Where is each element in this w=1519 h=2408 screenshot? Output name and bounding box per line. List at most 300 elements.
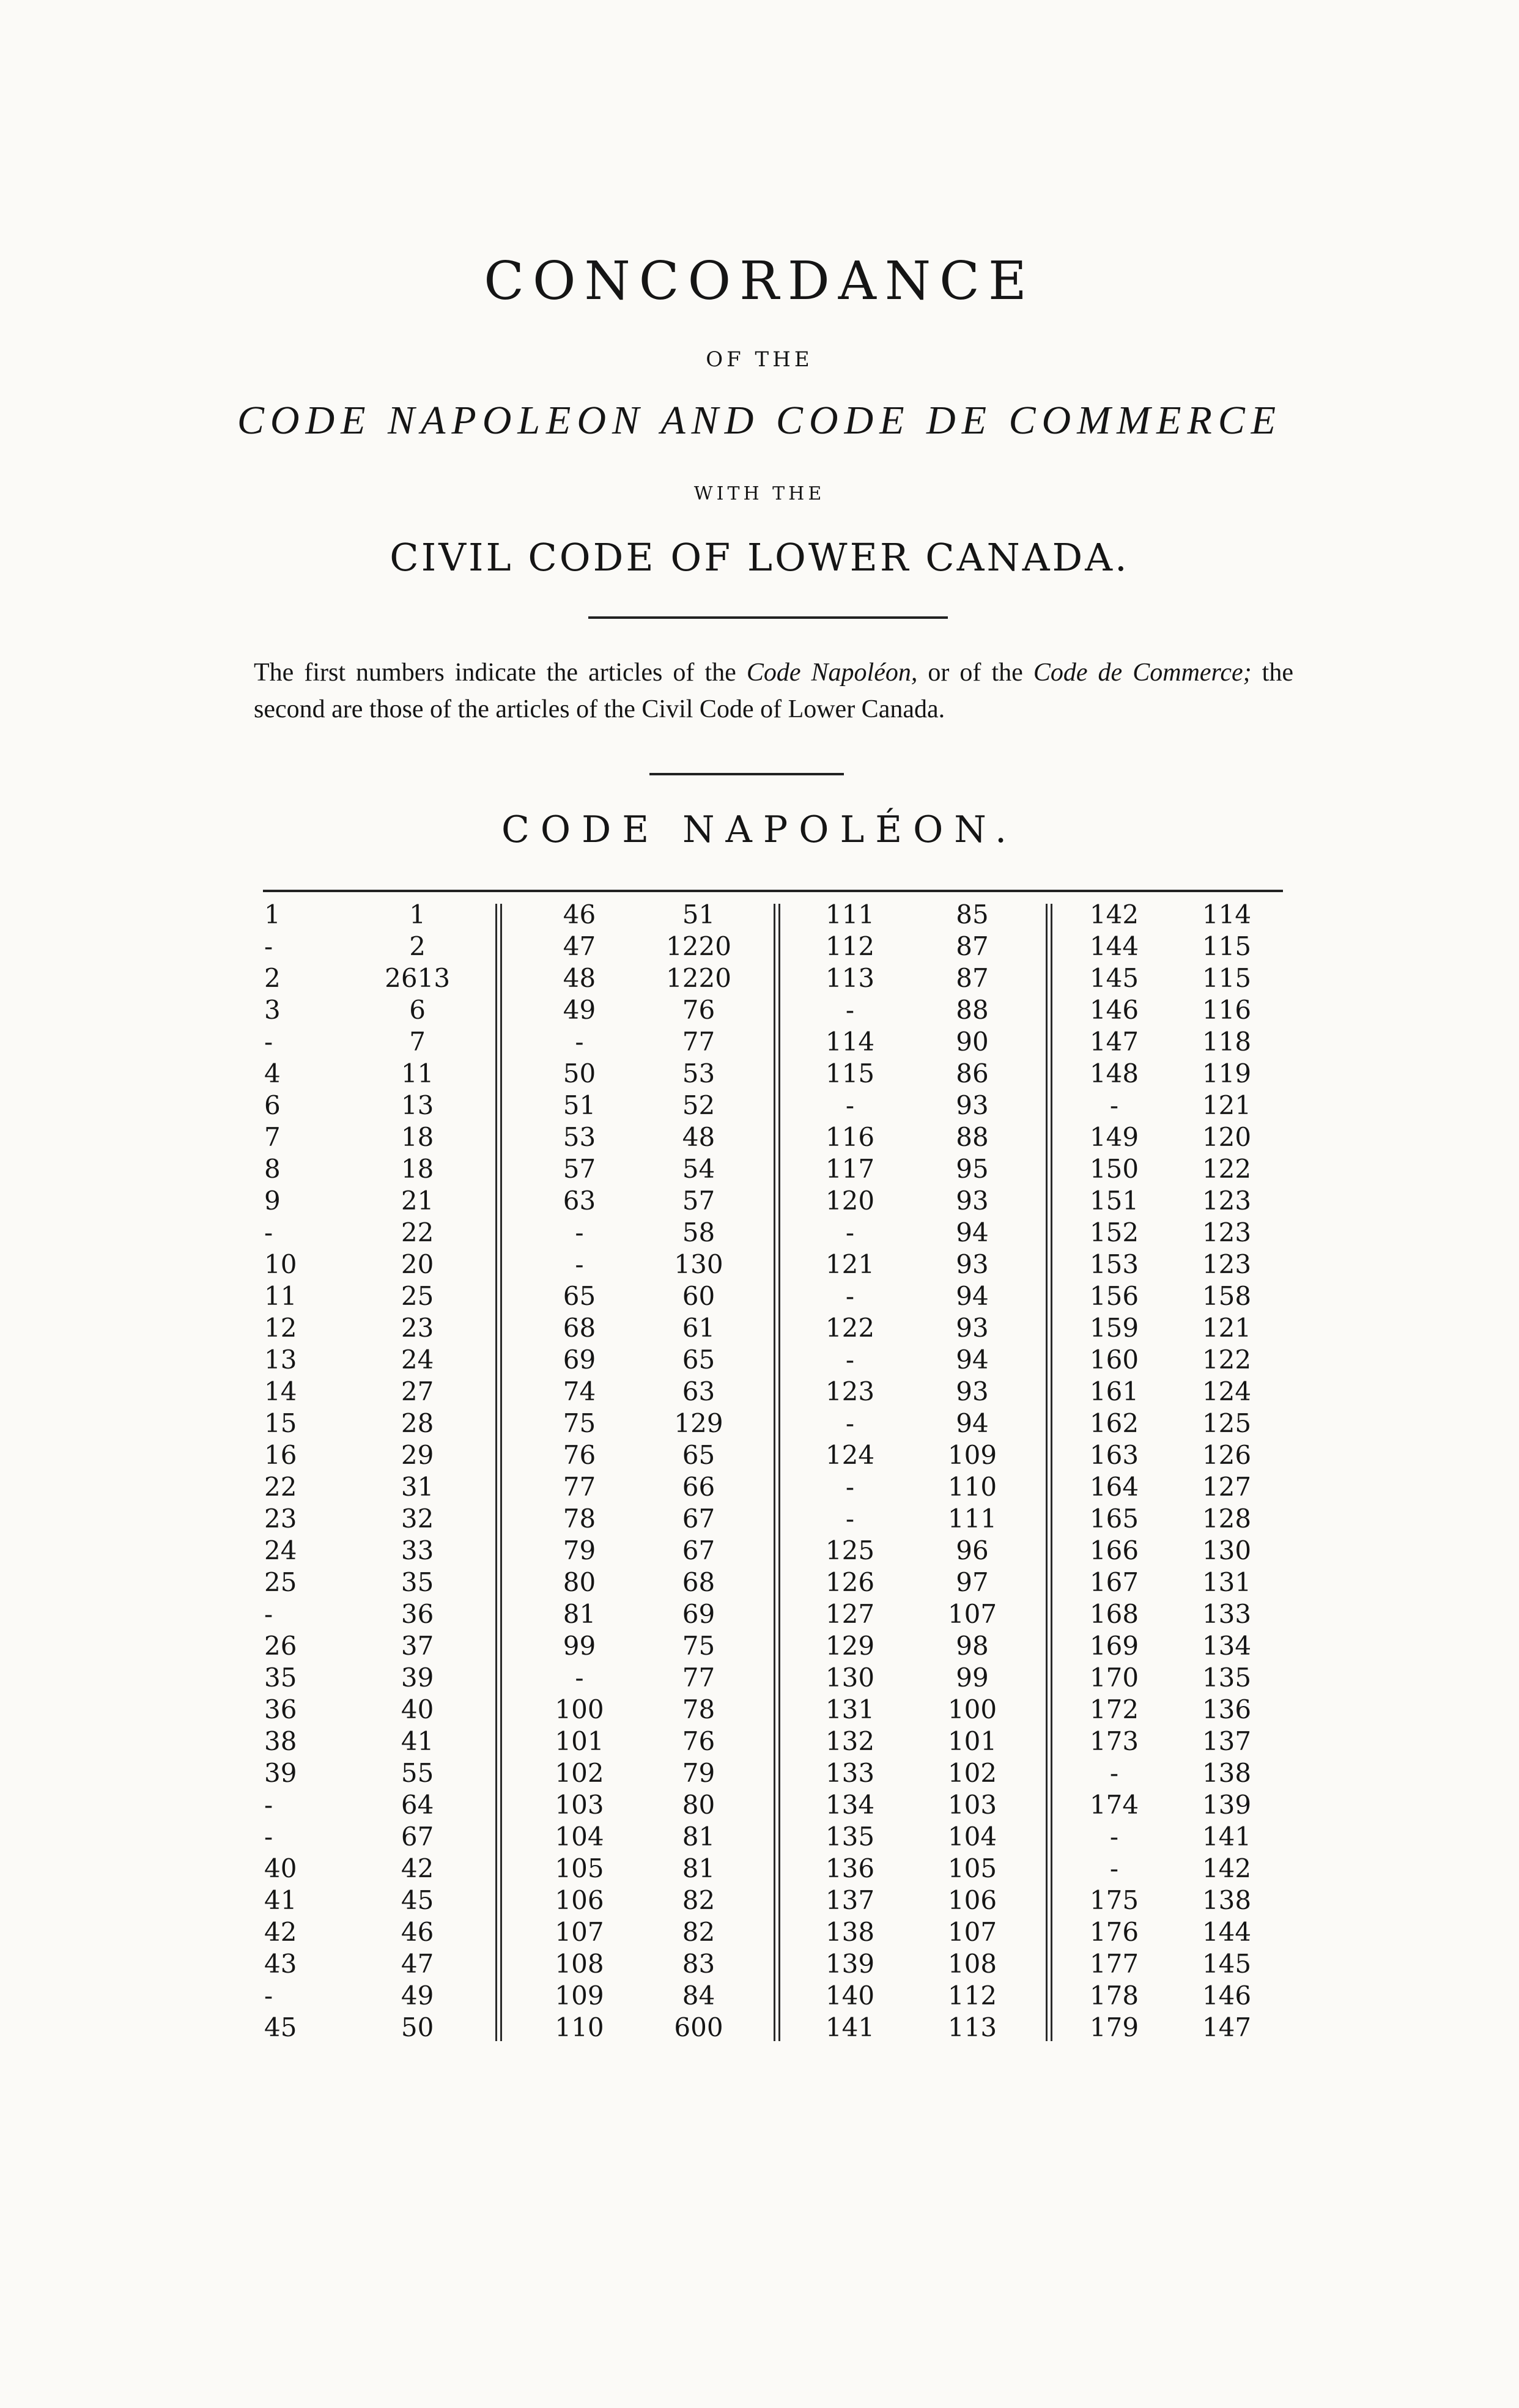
napoleon-article-number: 102	[555, 1758, 604, 1788]
lower-canada-article-number: 22	[401, 1217, 434, 1247]
napoleon-article-number: -	[845, 1090, 855, 1120]
lower-canada-article-number: 64	[401, 1790, 434, 1820]
napoleon-article-number: 121	[825, 1249, 875, 1279]
lower-canada-article-number: 76	[682, 995, 715, 1025]
lower-canada-article-number: 94	[956, 1408, 989, 1438]
table-row	[789, 1630, 1033, 1662]
table-row	[789, 1885, 1033, 1916]
table-row	[789, 1726, 1033, 1757]
lower-canada-article-number: 121	[1202, 1090, 1252, 1120]
lower-canada-article-number: 94	[956, 1217, 989, 1247]
lower-canada-article-number: 29	[401, 1440, 434, 1470]
lower-canada-article-number: 93	[956, 1186, 989, 1216]
napoleon-article-number: 11	[264, 1281, 297, 1311]
table-row	[1058, 1344, 1283, 1376]
lower-canada-article-number: 67	[401, 1822, 434, 1852]
table-row	[1058, 1630, 1283, 1662]
napoleon-article-number: 3	[264, 995, 281, 1025]
table-row	[1058, 1026, 1283, 1058]
napoleon-article-number: 45	[264, 2012, 297, 2042]
table-row	[1058, 1058, 1283, 1090]
lower-canada-article-number: 130	[1202, 1535, 1252, 1565]
lower-canada-article-number: 2613	[385, 963, 451, 993]
table-row	[263, 1026, 483, 1058]
napoleon-article-number: 174	[1089, 1790, 1139, 1820]
napoleon-article-number: -	[1109, 1822, 1119, 1852]
lower-canada-article-number: 23	[401, 1313, 434, 1343]
napoleon-article-number: -	[575, 1027, 584, 1057]
table-row	[1058, 1948, 1283, 1980]
napoleon-article-number: 47	[563, 931, 596, 961]
napoleon-article-number: 9	[264, 1186, 281, 1216]
lower-canada-article-number: 68	[682, 1567, 715, 1597]
napoleon-article-number: 122	[825, 1313, 875, 1343]
table-row	[789, 1185, 1033, 1217]
column-divider	[774, 904, 775, 2041]
lower-canada-article-number: 6	[409, 995, 426, 1025]
table-row	[263, 1058, 483, 1090]
napoleon-article-number: 173	[1089, 1726, 1139, 1756]
lower-canada-article-number: 600	[674, 2012, 723, 2042]
table-row	[263, 1694, 483, 1726]
table-row	[520, 1058, 758, 1090]
lower-canada-article-number: 18	[401, 1122, 434, 1152]
napoleon-article-number: 131	[825, 1694, 875, 1724]
table-row	[263, 899, 483, 931]
napoleon-article-number: -	[845, 1345, 855, 1375]
napoleon-article-number: 101	[555, 1726, 604, 1756]
lower-canada-article-number: 116	[1202, 995, 1252, 1025]
table-row	[263, 931, 483, 962]
napoleon-article-number: 161	[1089, 1376, 1139, 1406]
note-text-2: or of the	[917, 659, 1033, 687]
napoleon-article-number: 63	[563, 1186, 596, 1216]
table-row	[263, 1757, 483, 1789]
lower-canada-article-number: 57	[682, 1186, 715, 1216]
napoleon-article-number: 76	[563, 1440, 596, 1470]
table-row	[520, 1853, 758, 1885]
lower-canada-article-number: 7	[409, 1027, 426, 1057]
napoleon-article-number: 81	[563, 1599, 596, 1629]
napoleon-article-number: 148	[1089, 1058, 1139, 1088]
table-row	[1058, 962, 1283, 994]
napoleon-article-number: 159	[1089, 1313, 1139, 1343]
lower-canada-article-number: 136	[1202, 1694, 1252, 1724]
lower-canada-article-number: 55	[401, 1758, 434, 1788]
lower-canada-article-number: 76	[682, 1726, 715, 1756]
napoleon-article-number: -	[845, 1408, 855, 1438]
table-row	[789, 1694, 1033, 1726]
table-row	[520, 1185, 758, 1217]
table-row	[1058, 931, 1283, 962]
table-row	[263, 1726, 483, 1757]
napoleon-article-number: 177	[1089, 1949, 1139, 1979]
table-row	[263, 1885, 483, 1916]
napoleon-article-number: 10	[264, 1249, 297, 1279]
napoleon-article-number: 140	[825, 1981, 875, 2011]
table-column-1	[263, 899, 483, 2044]
table-row	[520, 1344, 758, 1376]
table-row	[1058, 1789, 1283, 1821]
lower-canada-article-number: 1220	[666, 963, 731, 993]
table-row	[263, 1217, 483, 1249]
lower-canada-article-number: 25	[401, 1281, 434, 1311]
table-row	[789, 962, 1033, 994]
napoleon-article-number: 69	[563, 1345, 596, 1375]
napoleon-article-number: -	[264, 1027, 273, 1057]
lower-canada-article-number: 85	[956, 899, 989, 929]
napoleon-article-number: 38	[264, 1726, 297, 1756]
napoleon-article-number: 149	[1089, 1122, 1139, 1152]
napoleon-article-number: 104	[555, 1822, 604, 1852]
napoleon-article-number: 74	[563, 1376, 596, 1406]
lower-canada-article-number: 79	[682, 1758, 715, 1788]
lower-canada-article-number: 77	[682, 1027, 715, 1057]
lower-canada-article-number: 53	[682, 1058, 715, 1088]
lower-canada-article-number: 134	[1202, 1631, 1252, 1661]
lower-canada-article-number: 60	[682, 1281, 715, 1311]
napoleon-article-number: 147	[1089, 1027, 1139, 1057]
lower-canada-article-number: 49	[401, 1981, 434, 2011]
lower-canada-article-number: 131	[1202, 1567, 1252, 1597]
lower-canada-article-number: 88	[956, 1122, 989, 1152]
lower-canada-article-number: 105	[947, 1853, 997, 1883]
table-row	[263, 1090, 483, 1121]
lower-canada-article-number: 158	[1202, 1281, 1252, 1311]
lower-canada-article-number: 87	[956, 931, 989, 961]
napoleon-article-number: 125	[825, 1535, 875, 1565]
lower-canada-article-number: 128	[1202, 1504, 1252, 1534]
napoleon-article-number: 178	[1089, 1981, 1139, 2011]
divider-rule	[588, 616, 948, 619]
lower-canada-article-number: 82	[682, 1917, 715, 1947]
table-row	[789, 1153, 1033, 1185]
table-row	[263, 1948, 483, 1980]
table-row	[1058, 1376, 1283, 1408]
divider-rule-short	[649, 773, 844, 775]
napoleon-article-number: 112	[825, 931, 875, 961]
table-row	[1058, 1217, 1283, 1249]
table-row	[789, 899, 1033, 931]
table-row	[263, 2012, 483, 2044]
table-row	[520, 1471, 758, 1503]
table-row	[520, 994, 758, 1026]
napoleon-article-number: -	[845, 1281, 855, 1311]
lower-canada-article-number: 77	[682, 1663, 715, 1693]
table-row	[789, 2012, 1033, 2044]
napoleon-article-number: -	[575, 1249, 584, 1279]
table-row	[1058, 1090, 1283, 1121]
napoleon-article-number: 14	[264, 1376, 297, 1406]
napoleon-article-number: 137	[825, 1885, 875, 1915]
napoleon-article-number: 39	[264, 1758, 297, 1788]
table-row	[789, 1439, 1033, 1471]
lower-canada-article-number: 120	[1202, 1122, 1252, 1152]
lower-canada-article-number: 142	[1202, 1853, 1252, 1883]
table-row	[789, 994, 1033, 1026]
napoleon-article-number: 23	[264, 1504, 297, 1534]
lower-canada-article-number: 45	[401, 1885, 434, 1915]
lower-canada-article-number: 123	[1202, 1186, 1252, 1216]
napoleon-article-number: 103	[555, 1790, 604, 1820]
napoleon-article-number: 26	[264, 1631, 297, 1661]
table-row	[520, 1980, 758, 2012]
napoleon-article-number: 15	[264, 1408, 297, 1438]
note-italic-2: Code de Commerce;	[1033, 659, 1252, 687]
lower-canada-article-number: 40	[401, 1694, 434, 1724]
lower-canada-article-number: 93	[956, 1376, 989, 1406]
table-row	[1058, 1121, 1283, 1153]
lower-canada-article-number: 81	[682, 1853, 715, 1883]
lower-canada-article-number: 84	[682, 1981, 715, 2011]
napoleon-article-number: 75	[563, 1408, 596, 1438]
table-row	[263, 962, 483, 994]
napoleon-article-number: 78	[563, 1504, 596, 1534]
lower-canada-article-number: 98	[956, 1631, 989, 1661]
table-row	[520, 1026, 758, 1058]
table-row	[263, 1853, 483, 1885]
table-row	[1058, 1694, 1283, 1726]
table-row	[1058, 1567, 1283, 1598]
lower-canada-article-number: 126	[1202, 1440, 1252, 1470]
table-row	[1058, 1503, 1283, 1535]
note-text-3: the second are those of the articles of the Civil Code of Lower Canada.	[254, 659, 1293, 723]
lower-canada-article-number: 20	[401, 1249, 434, 1279]
table-row	[1058, 1185, 1283, 1217]
table-row	[1058, 1980, 1283, 2012]
table-row	[1058, 1853, 1283, 1885]
lower-canada-article-number: 112	[947, 1981, 997, 2011]
table-row	[520, 1821, 758, 1853]
napoleon-article-number: 164	[1089, 1472, 1139, 1502]
table-row	[1058, 1408, 1283, 1439]
napoleon-article-number: -	[845, 1504, 855, 1534]
lower-canada-article-number: 111	[947, 1504, 997, 1534]
lower-canada-article-number: 46	[401, 1917, 434, 1947]
napoleon-article-number: 25	[264, 1567, 297, 1597]
lower-canada-article-number: 32	[401, 1504, 434, 1534]
lower-canada-article-number: 93	[956, 1313, 989, 1343]
napoleon-article-number: 150	[1089, 1154, 1139, 1184]
napoleon-article-number: 40	[264, 1853, 297, 1883]
table-row	[520, 1376, 758, 1408]
table-row	[520, 1121, 758, 1153]
lower-canada-article-number: 80	[682, 1790, 715, 1820]
lower-canada-article-number: 31	[401, 1472, 434, 1502]
lower-canada-article-number: 61	[682, 1313, 715, 1343]
napoleon-article-number: 130	[825, 1663, 875, 1693]
table-row	[520, 1503, 758, 1535]
napoleon-article-number: 6	[264, 1090, 281, 1120]
table-row	[789, 1090, 1033, 1121]
napoleon-article-number: 133	[825, 1758, 875, 1788]
lower-canada-article-number: 115	[1202, 931, 1252, 961]
napoleon-article-number: -	[264, 931, 273, 961]
codes-title: CODE NAPOLEON AND CODE DE COMMERCE	[237, 398, 1282, 443]
lower-canada-article-number: 27	[401, 1376, 434, 1406]
table-row	[520, 2012, 758, 2044]
lower-canada-article-number: 63	[682, 1376, 715, 1406]
table-column-4	[1058, 899, 1283, 2044]
table-column-2	[520, 899, 758, 2044]
lower-canada-article-number: 123	[1202, 1217, 1252, 1247]
table-row	[1058, 1726, 1283, 1757]
table-row	[1058, 1471, 1283, 1503]
table-row	[1058, 1885, 1283, 1916]
table-row	[520, 962, 758, 994]
table-row	[789, 1312, 1033, 1344]
napoleon-article-number: -	[845, 1472, 855, 1502]
table-row	[520, 1280, 758, 1312]
table-row	[263, 1439, 483, 1471]
napoleon-article-number: 49	[563, 995, 596, 1025]
lower-canada-article-number: 18	[401, 1154, 434, 1184]
note-italic-1: Code Napoléon,	[746, 659, 918, 687]
table-row	[1058, 1662, 1283, 1694]
table-row	[520, 1662, 758, 1694]
lower-canada-article-number: 108	[947, 1949, 997, 1979]
napoleon-article-number: 99	[563, 1631, 596, 1661]
table-row	[1058, 899, 1283, 931]
table-row	[263, 1471, 483, 1503]
napoleon-article-number: -	[575, 1663, 584, 1693]
lower-canada-article-number: 75	[682, 1631, 715, 1661]
section-title: CODE NAPOLÉON.	[501, 808, 1018, 851]
napoleon-article-number: 117	[825, 1154, 875, 1184]
napoleon-article-number: 146	[1089, 995, 1139, 1025]
lower-canada-article-number: 94	[956, 1345, 989, 1375]
subtitle-with-the: WITH THE	[693, 483, 826, 504]
lower-canada-article-number: 83	[682, 1949, 715, 1979]
table-row	[263, 1789, 483, 1821]
table-row	[789, 1344, 1033, 1376]
napoleon-article-number: 165	[1089, 1504, 1139, 1534]
table-row	[1058, 1821, 1283, 1853]
lower-canada-article-number: 147	[1202, 2012, 1252, 2042]
napoleon-article-number: 151	[1089, 1186, 1139, 1216]
napoleon-article-number: 48	[563, 963, 596, 993]
napoleon-article-number: 7	[264, 1122, 281, 1152]
napoleon-article-number: 57	[563, 1154, 596, 1184]
napoleon-article-number: 8	[264, 1154, 281, 1184]
lower-canada-article-number: 135	[1202, 1663, 1252, 1693]
table-row	[263, 1376, 483, 1408]
napoleon-article-number: -	[1109, 1758, 1119, 1788]
table-row	[263, 1980, 483, 2012]
lower-canada-article-number: 141	[1202, 1822, 1252, 1852]
table-row	[789, 1217, 1033, 1249]
lower-canada-article-number: 123	[1202, 1249, 1252, 1279]
table-row	[789, 1249, 1033, 1280]
napoleon-article-number: 132	[825, 1726, 875, 1756]
napoleon-article-number: -	[264, 1981, 273, 2011]
lower-canada-article-number: 65	[682, 1440, 715, 1470]
column-divider	[778, 904, 780, 2041]
table-row	[789, 1789, 1033, 1821]
table-row	[263, 1312, 483, 1344]
table-row	[263, 1408, 483, 1439]
lower-canada-article-number: 145	[1202, 1949, 1252, 1979]
lower-canada-article-number: 129	[674, 1408, 723, 1438]
napoleon-article-number: -	[1109, 1090, 1119, 1120]
lower-canada-article-number: 48	[682, 1122, 715, 1152]
napoleon-article-number: 139	[825, 1949, 875, 1979]
lower-canada-article-number: 94	[956, 1281, 989, 1311]
napoleon-article-number: 105	[555, 1853, 604, 1883]
lower-canada-article-number: 1220	[666, 931, 731, 961]
napoleon-article-number: 43	[264, 1949, 297, 1979]
lower-canada-article-number: 130	[674, 1249, 723, 1279]
civil-code-title: CIVIL CODE OF LOWER CANADA.	[390, 535, 1129, 580]
napoleon-article-number: 138	[825, 1917, 875, 1947]
lower-canada-article-number: 88	[956, 995, 989, 1025]
lower-canada-article-number: 99	[956, 1663, 989, 1693]
napoleon-article-number: 24	[264, 1535, 297, 1565]
lower-canada-article-number: 41	[401, 1726, 434, 1756]
napoleon-article-number: 110	[555, 2012, 604, 2042]
lower-canada-article-number: 54	[682, 1154, 715, 1184]
lower-canada-article-number: 127	[1202, 1472, 1252, 1502]
napoleon-article-number: 108	[555, 1949, 604, 1979]
napoleon-article-number: 114	[825, 1027, 875, 1057]
napoleon-article-number: 53	[563, 1122, 596, 1152]
napoleon-article-number: 79	[563, 1535, 596, 1565]
table-row	[263, 1821, 483, 1853]
lower-canada-article-number: 86	[956, 1058, 989, 1088]
lower-canada-article-number: 114	[1202, 899, 1252, 929]
lower-canada-article-number: 118	[1202, 1027, 1252, 1057]
napoleon-article-number: 172	[1089, 1694, 1139, 1724]
napoleon-article-number: 22	[264, 1472, 297, 1502]
lower-canada-article-number: 52	[682, 1090, 715, 1120]
note-text-1: The first numbers indicate the articles of the	[254, 659, 747, 687]
lower-canada-article-number: 97	[956, 1567, 989, 1597]
napoleon-article-number: 2	[264, 963, 281, 993]
napoleon-article-number: 179	[1089, 2012, 1139, 2042]
table-row	[520, 931, 758, 962]
lower-canada-article-number: 125	[1202, 1408, 1252, 1438]
table-row	[520, 899, 758, 931]
table-row	[263, 1153, 483, 1185]
napoleon-article-number: -	[264, 1790, 273, 1820]
napoleon-article-number: 135	[825, 1822, 875, 1852]
table-row	[263, 1185, 483, 1217]
napoleon-article-number: 4	[264, 1058, 281, 1088]
table-row	[520, 1948, 758, 1980]
table-row	[520, 1694, 758, 1726]
lower-canada-article-number: 122	[1202, 1345, 1252, 1375]
lower-canada-article-number: 124	[1202, 1376, 1252, 1406]
table-row	[263, 1567, 483, 1598]
lower-canada-article-number: 102	[947, 1758, 997, 1788]
lower-canada-article-number: 93	[956, 1090, 989, 1120]
table-row	[789, 1503, 1033, 1535]
napoleon-article-number: 126	[825, 1567, 875, 1597]
table-row	[263, 1630, 483, 1662]
lower-canada-article-number: 67	[682, 1504, 715, 1534]
lower-canada-article-number: 78	[682, 1694, 715, 1724]
column-divider	[495, 904, 497, 2041]
napoleon-article-number: 175	[1089, 1885, 1139, 1915]
napoleon-article-number: 167	[1089, 1567, 1139, 1597]
column-divider	[1046, 904, 1048, 2041]
table-row	[789, 1280, 1033, 1312]
lower-canada-article-number: 66	[682, 1472, 715, 1502]
table-row	[520, 1439, 758, 1471]
lower-canada-article-number: 47	[401, 1949, 434, 1979]
napoleon-article-number: -	[264, 1599, 273, 1629]
table-row	[520, 1249, 758, 1280]
